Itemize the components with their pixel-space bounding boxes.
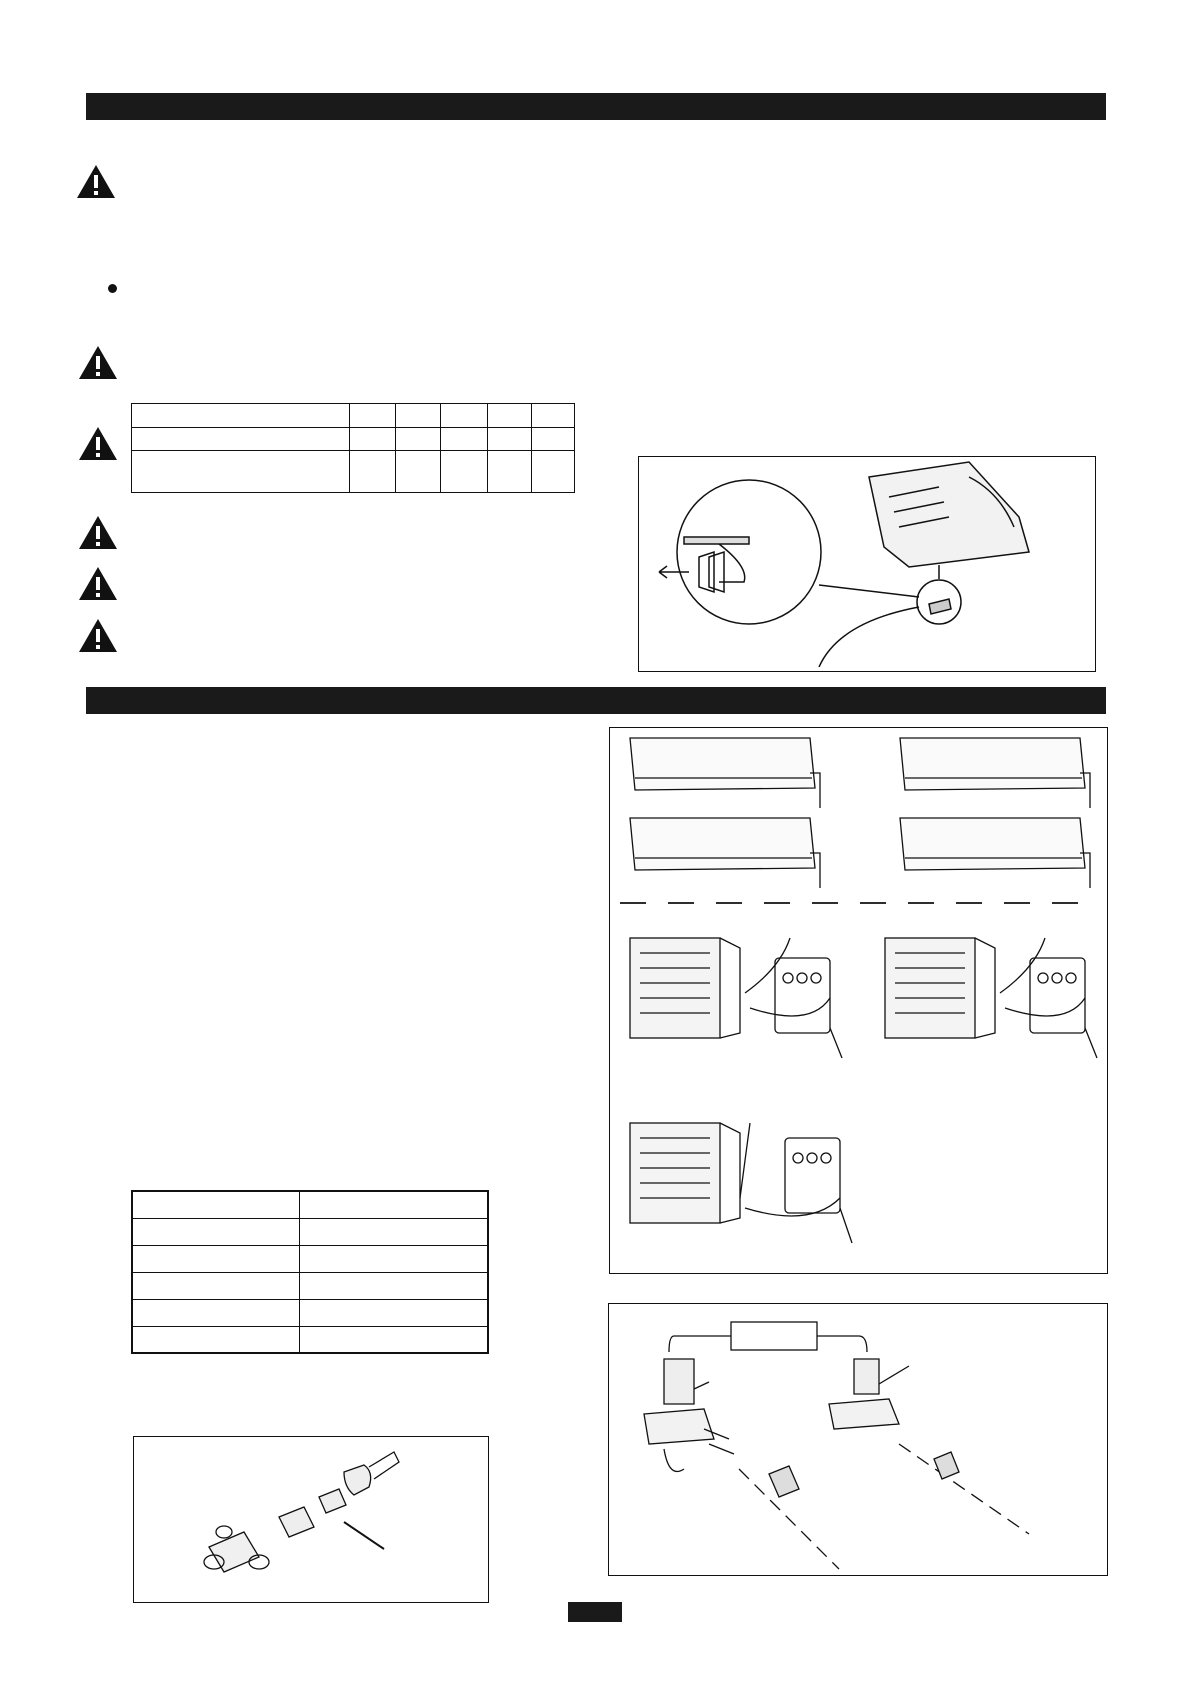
table-cell [487,404,532,428]
table-cell [350,428,396,451]
spec-table [131,403,575,493]
table-row [132,1245,488,1272]
table-cell [132,428,350,451]
vacuum-pump-figure [608,1303,1108,1576]
table-cell [132,1245,300,1272]
table-cell [532,451,575,493]
flare-nut-figure [133,1436,489,1603]
table-cell [132,1191,300,1218]
table-cell [132,404,350,428]
table-cell [132,1272,300,1299]
drain-hose-figure [638,456,1096,672]
table-cell [300,1245,489,1272]
table-cell [532,404,575,428]
table-row [132,1272,488,1299]
table-cell [487,428,532,451]
table-cell [350,404,396,428]
table-cell [487,451,532,493]
warning-icon [76,163,116,199]
table-cell [350,451,396,493]
page-number-box [568,1602,622,1622]
warning-icon [78,565,118,601]
section-title-middle [86,692,96,708]
table-cell [395,451,441,493]
section-title-top [86,98,96,114]
warning-icon [78,344,118,380]
table-cell [395,404,441,428]
section-header-bar-top [86,93,1106,120]
indoor-outdoor-units-figure [609,727,1108,1274]
table-cell [132,1299,300,1326]
table-cell [441,451,488,493]
table-row [132,1326,488,1353]
table-cell [132,451,350,493]
table-cell [300,1218,489,1245]
warning-icon [78,425,118,461]
table-cell [532,428,575,451]
pipe-table [131,1190,489,1354]
table-row [132,1191,488,1218]
table-cell [441,404,488,428]
table-row [132,404,575,428]
table-cell [132,1326,300,1353]
table-cell [300,1272,489,1299]
table-cell [300,1191,489,1218]
table-row [132,1218,488,1245]
warning-icon [78,617,118,653]
table-row [132,428,575,451]
table-cell [300,1326,489,1353]
table-cell [441,428,488,451]
table-row [132,451,575,493]
bullet-dot-icon [108,284,117,293]
section-header-bar-middle [86,687,1106,714]
table-cell [300,1299,489,1326]
table-cell [395,428,441,451]
table-cell [132,1218,300,1245]
table-row [132,1299,488,1326]
warning-icon [78,514,118,550]
